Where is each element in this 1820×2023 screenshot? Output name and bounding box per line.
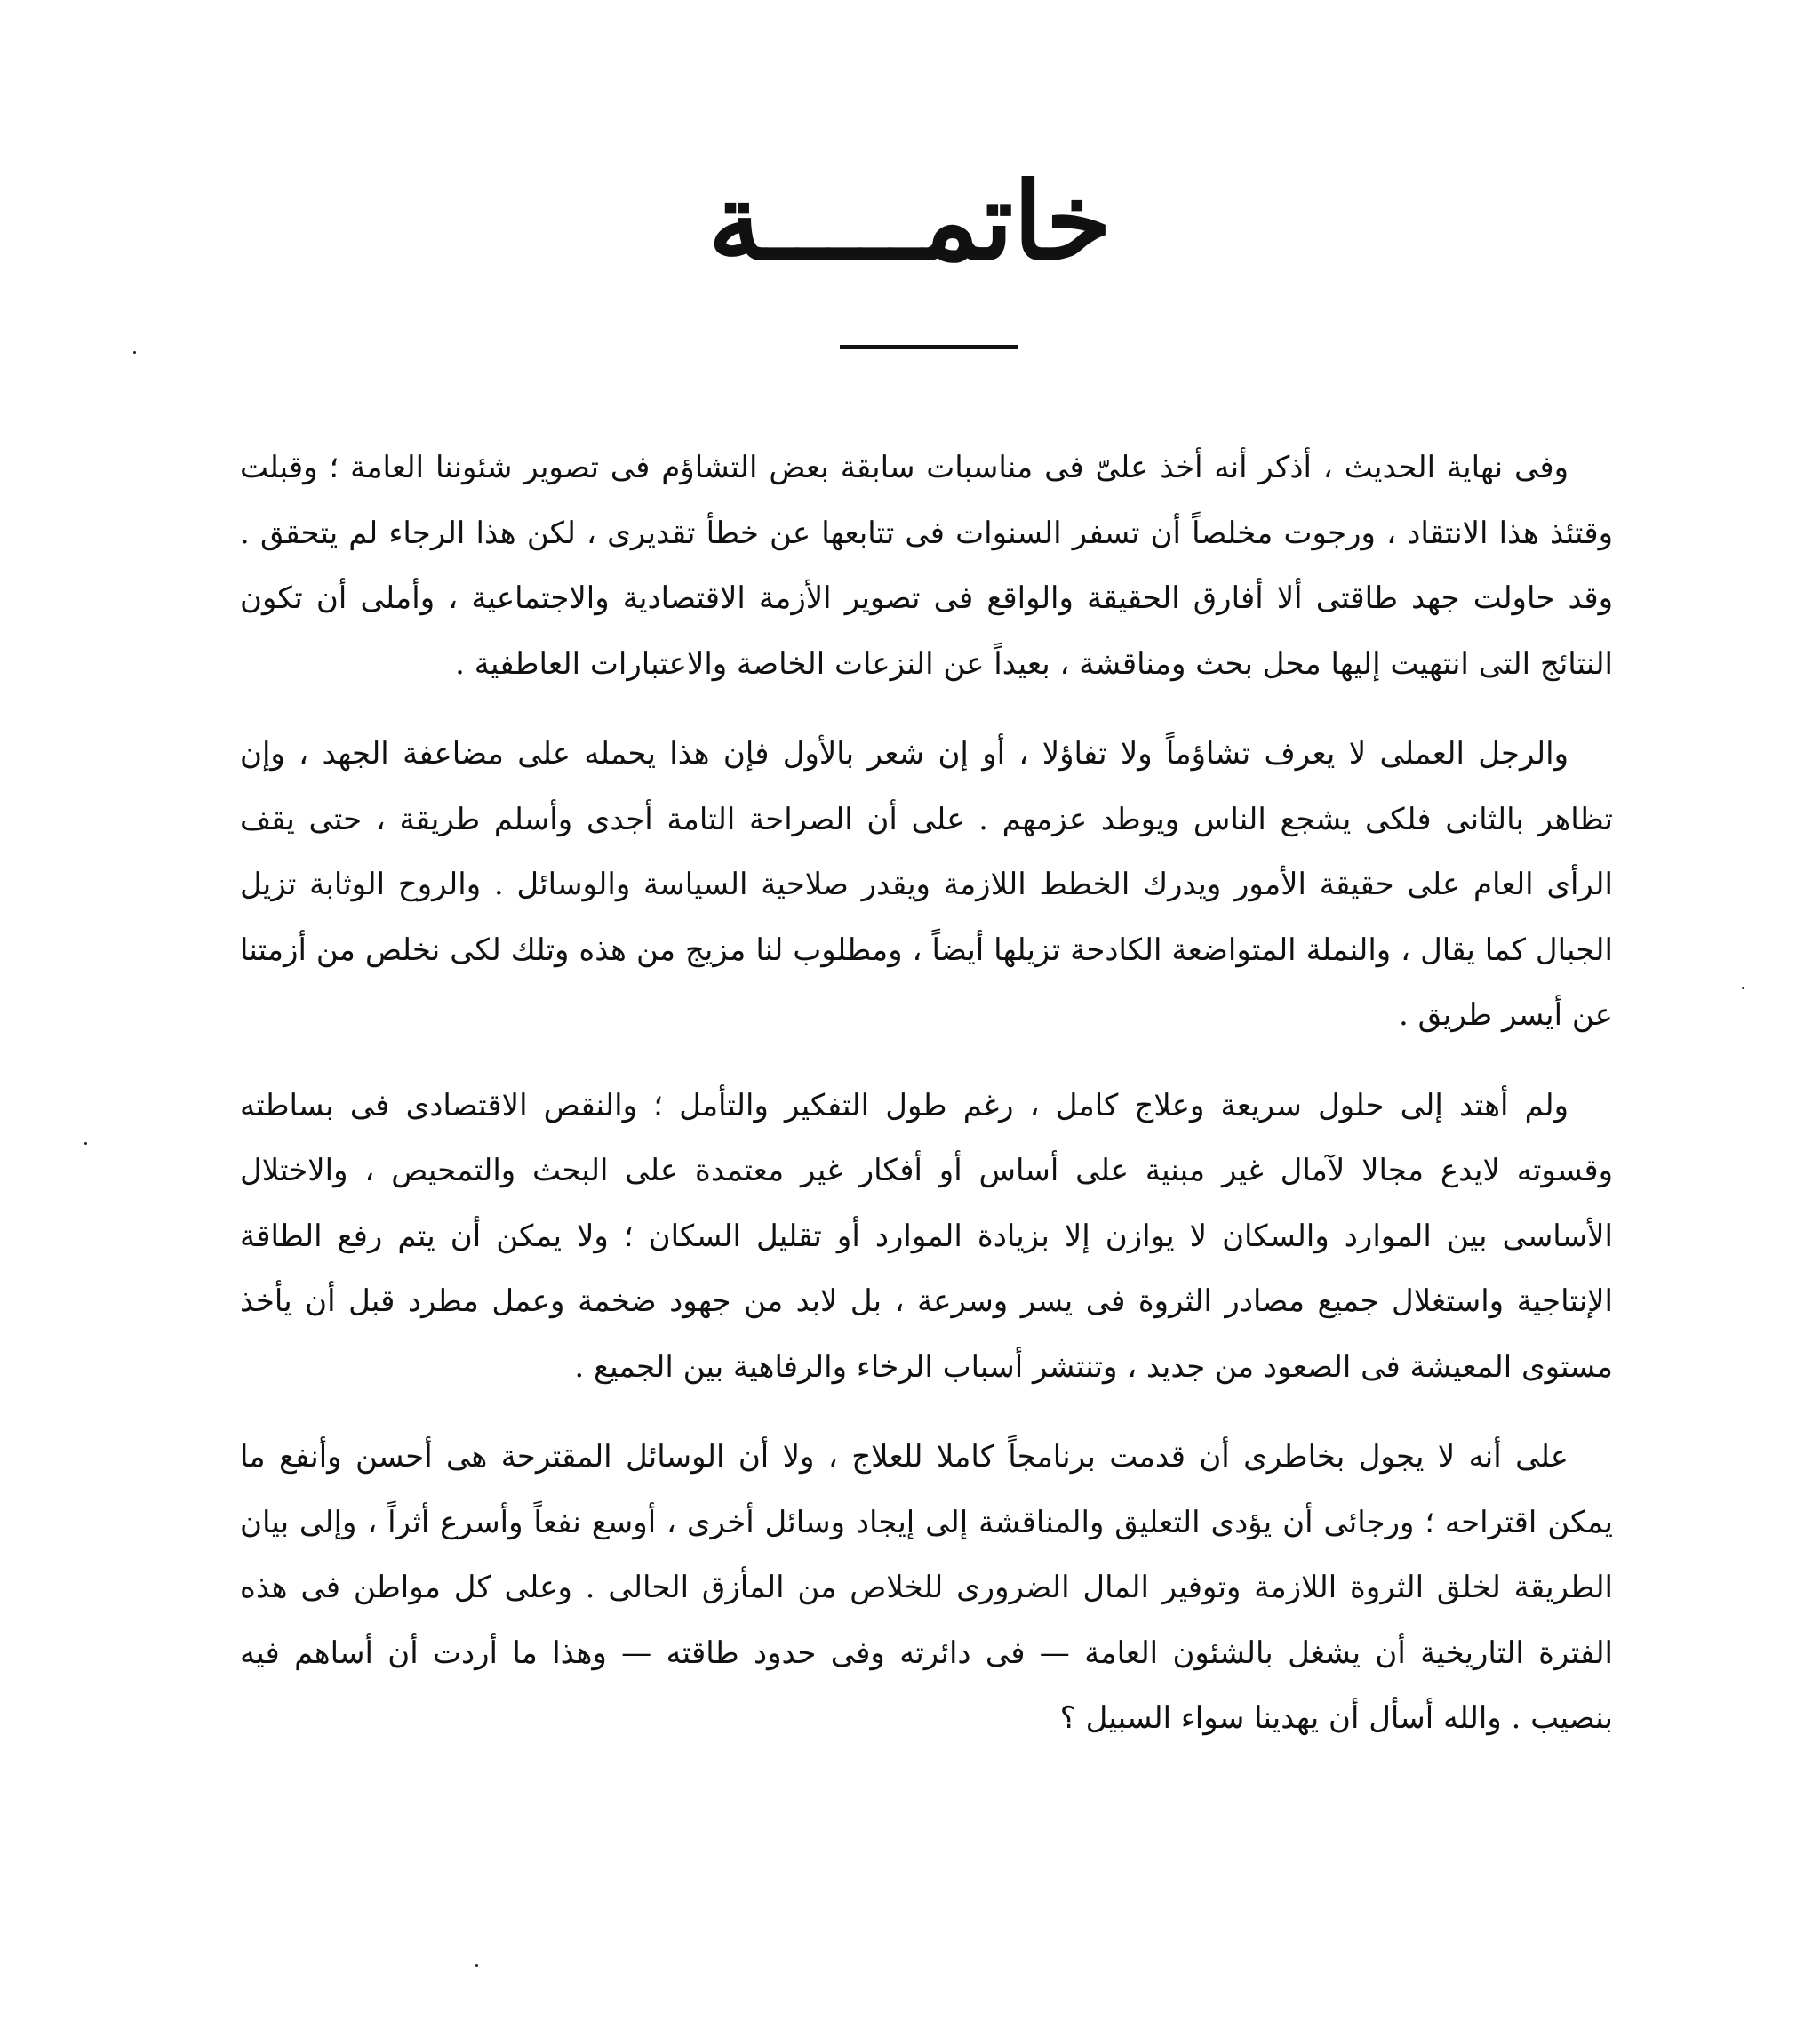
chapter-title: خاتمـــــة — [708, 159, 1112, 284]
body-text — [240, 436, 1613, 1777]
scan-speck — [1742, 987, 1744, 989]
scan-speck — [133, 351, 136, 354]
paragraph-3: ولم أهتد إلى حلول سريعة وعلاج كامل ، رغم طول التفكير والتأمل ؛ والنقص الاقتصادى فى بساطته وقسوته لايدع مجالا لآمال غير مبنية على أساس أو أفكار غير معتمدة على البحث والتمحيص ، والاختلال الأساسى بين الموارد والسكان لا يوازن إلا بزيادة الموارد أو تقليل السكان ؛ ولا يمكن أن يتم رفع الطاقة الإنتاجية واستغلال جميع مصادر الثروة فى يسر وسرعة ، بل لابد من جهود ضخمة وعمل مطرد قبل أن يأخذ مستوى المعيشة فى الصعود من جديد ، وتنتشر أسباب الرخاء والرفاهية بين الجميع . — [240, 1087, 1613, 1385]
paragraph-1: وفى نهاية الحديث ، أذكر أنه أخذ علىّ فى مناسبات سابقة بعض التشاؤم فى تصوير شئوننا العامة ؛ وقبلت وقتئذ هذا الانتقاد ، ورجوت مخلصاً أن تسفر السنوات فى تتابعها عن خطأ تقديرى ، لكن هذا الرجاء لم يتحقق . وقد حاولت جهد طاقتى ألا أفارق الحقيقة والواقع فى تصوير الأزمة الاقتصادية والاجتماعية ، وأملى أن تكون النتائج التى انتهيت إليها محل بحث ومناقشة ، بعيداً عن النزعات الخاصة والاعتبارات العاطفية . — [240, 450, 1613, 682]
scan-speck — [475, 1964, 478, 1967]
title-underline-rule — [840, 345, 1018, 349]
scan-speck — [84, 1142, 87, 1145]
paragraph-2: والرجل العملى لا يعرف تشاؤماً ولا تفاؤلا ، أو إن شعر بالأول فإن هذا يحمله على مضاعفة الجهد ، وإن تظاهر بالثانى فلكى يشجع الناس ويوطد عزمهم . على أن الصراحة التامة أجدى وأسلم طريقة ، حتى يقف الرأى العام على حقيقة الأمور ويدرك الخطط اللازمة ويقدر صلاحية السياسة والوسائل . والروح الوثابة تزيل الجبال كما يقال ، والنملة المتواضعة الكادحة تزيلها أيضاً ، ومطلوب لنا مزيج من هذه وتلك لكى نخلص من أزمتنا عن أيسر طريق . — [240, 736, 1613, 1033]
paragraph-4: على أنه لا يجول بخاطرى أن قدمت برنامجاً كاملا للعلاج ، ولا أن الوسائل المقترحة هى أحسن وأنفع ما يمكن اقتراحه ؛ ورجائى أن يؤدى التعليق والمناقشة إلى إيجاد وسائل أخرى ، أوسع نفعاً وأسرع أثراً ، وإلى بيان الطريقة لخلق الثروة اللازمة وتوفير المال الضرورى للخلاص من المأزق الحالى . وعلى كل مواطن فى هذه الفترة التاريخية أن يشغل بالشئون العامة — فى دائرته وفى حدود طاقته — وهذا ما أردت أن أساهم فيه بنصيب . والله أسأل أن يهدينا سواء السبيل ؟ — [240, 1439, 1613, 1736]
